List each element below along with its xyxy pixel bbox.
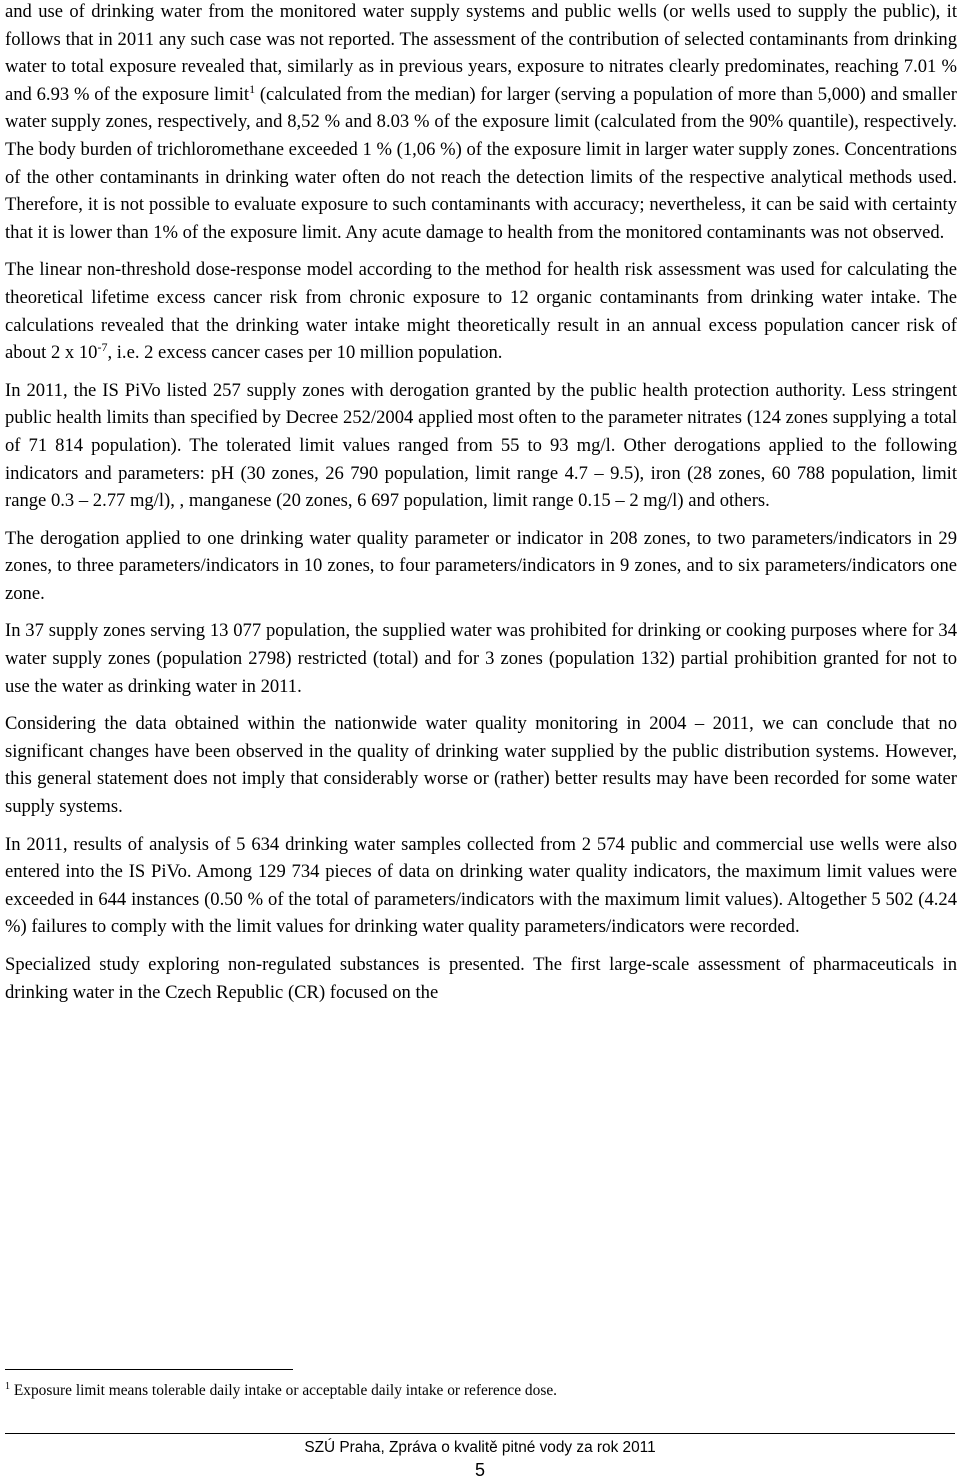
paragraph-wells-analysis: In 2011, results of analysis of 5 634 drinking water samples collected from 2 574 public and commercial use wells were also entered into the IS PiVo. Among 129 734 pieces of data on drinking water quality indicators, the maximum limit values were exceeded in 644 instances (0.50 % of the total of parameters/indicators with the maximum limit values). Altogether 5 502 (4.24 %) failures to comply with the limit values for drinking water quality parameters/indicators were recorded. xyxy=(5,833,957,938)
superscript-exponent: -7 xyxy=(97,340,108,355)
page-number: 5 xyxy=(474,1460,485,1480)
paragraph-monitoring-trends: Considering the data obtained within the nationwide water quality monitoring in 2004 – 2011, we can conclude that no significant changes have been observed in the quality of drinking water supplied by the public distribution systems. However, this general statement does not imply that considerably worse or (rather) better results may have been recorded for some water supply systems. xyxy=(5,713,957,818)
paragraph-derogations: In 2011, the IS PiVo listed 257 supply zones with derogation granted by the public health protection authority. Less stringent public health limits than specified by Decree 252/2004 applied most often to the parameter nitrates (124 zones supplying a total of 71 814 population). The tolerated limit values ranged from 55 to 93 mg/l. Other derogations applied to the following indicators and parameters: pH (30 zones, 26 790 population, limit range 4.7 – 9.5), iron (28 zones, 60 788 population, limit range 0.3 – 2.77 mg/l), , manganese (20 zones, 6 697 population, limit range 0.15 – 2 mg/l) and others. xyxy=(5,379,957,512)
footnote-separator xyxy=(5,1369,293,1370)
paragraph-text: and use of drinking water from the monitored water supply systems and public wells (or wells used to supply the public), it follows that in 2011 any such case was not reported. The assessment of the contribution of selected contaminants from drinking water to total exposure revealed that, similarly as in previous years, exposure to nitrates clearly predominates, reaching 7.01 % and 6.93 % of the exposure limit xyxy=(5,1,957,105)
footer-separator xyxy=(5,1433,955,1434)
paragraph-text-continued: , i.e. 2 excess cancer cases per 10 million population. xyxy=(107,342,503,364)
document-body xyxy=(5,0,957,1016)
paragraph-text-continued: (calculated from the median) for larger (serving a population of more than 5,000) and smaller water supply zones, respectively, and 8,52 % and 8.03 % of the exposure limit (calculated from the 90% quantile), respectively. The body burden of trichloromethane exceeded 1 % (1,06 %) of the exposure limit in larger water supply zones. Concentrations of the other contaminants in drinking water often do not reach the detection limits of the respective analytical methods used. Therefore, it is not possible to evaluate exposure to such contaminants with accuracy; nevertheless, it can be said with certainty that it is lower than 1% of the exposure limit. Any acute damage to health from the monitored contaminants was not observed. xyxy=(5,83,957,243)
paragraph-text: The linear non-threshold dose-response model according to the method for health risk assessment was used for calculating the theoretical lifetime excess cancer risk from chronic exposure to 12 organic contaminants from drinking water intake. The calculations revealed that the drinking water intake might theoretically result in an annual excess population cancer risk of about 2 x 10 xyxy=(5,259,957,364)
footnote xyxy=(5,1381,955,1401)
paragraph-exposure-assessment xyxy=(5,0,957,246)
footnote-text: Exposure limit means tolerable daily intake or acceptable daily intake or reference dose. xyxy=(10,1382,557,1399)
paragraph-pharmaceuticals-study: Specialized study exploring non-regulated substances is presented. The first large-scale assessment of pharmaceuticals in drinking water in the Czech Republic (CR) focused on the xyxy=(5,954,957,1003)
footnote-marker: 1 xyxy=(5,1381,10,1392)
paragraph-derogation-counts: The derogation applied to one drinking water quality parameter or indicator in 208 zones, to two parameters/indicators in 29 zones, to three parameters/indicators in 10 zones, to four parameters/indicators in 9 zones, and to six parameters/indicators one zone. xyxy=(5,527,957,604)
footer-title: SZÚ Praha, Zpráva o kvalitě pitné vody za rok 2011 xyxy=(304,1439,656,1456)
footnote-reference[interactable]: 1 xyxy=(249,81,256,96)
paragraph-prohibitions: In 37 supply zones serving 13 077 population, the supplied water was prohibited for drinking or cooking purposes where for 34 water supply zones (population 2798) restricted (total) and for 3 zones (population 132) partial prohibition granted for not to use the water as drinking water in 2011. xyxy=(5,620,957,697)
paragraph-cancer-risk xyxy=(5,256,957,366)
